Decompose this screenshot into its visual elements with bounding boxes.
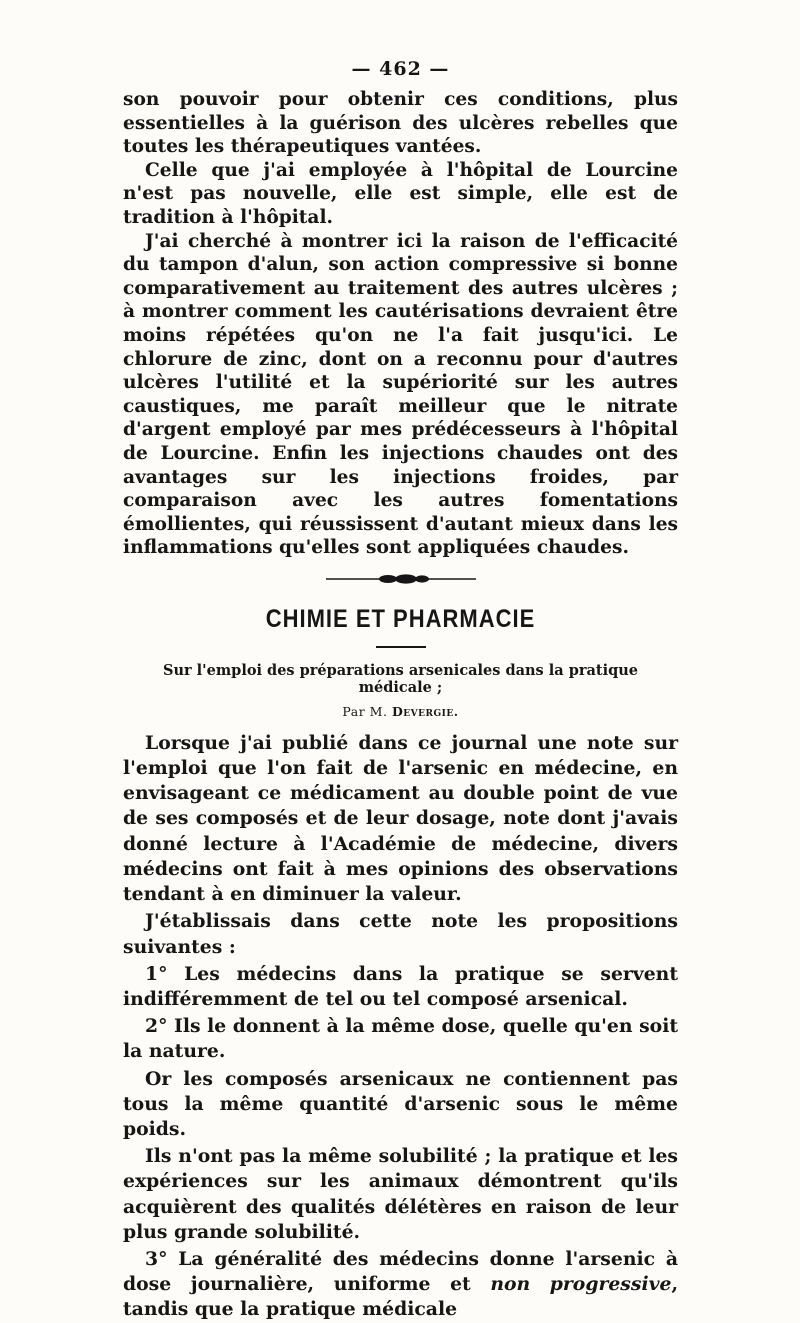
article-paragraph-5: Or les composés arsenicaux ne contiennent pas tous la même quantité d'arsenic sous le même poids. <box>123 1067 678 1140</box>
document-page <box>123 58 678 1323</box>
author-name: Devergie. <box>391 703 459 719</box>
intro-paragraph-3: J'ai cherché à montrer ici la raison de l'efficacité du tampon d'alun, son action compressive si bonne comparativement au traitement des autres ulcères ; à montrer comment les cautérisations devraient être moins répétées qu'on ne l'a fait jusqu'ici. Le chlorure de zinc, dont on a reconnu pour d'autres ulcères l'utilité et la supériorité sur les autres caustiques, me paraît meilleur que le nitrate d'argent employé par mes prédécesseurs à l'hôpital de Lourcine. Enfin les injections chaudes ont des avantages sur les injections froides, par comparaison avec les autres fomentations émollientes, qui réussissent d'autant mieux dans les inflammations qu'elles sont appliquées chaudes. <box>123 230 678 559</box>
ornament-divider <box>326 574 476 584</box>
section-title: CHIMIE ET PHARMACIE <box>265 604 536 633</box>
article-body <box>123 731 678 1323</box>
intro-paragraph-2: Celle que j'ai employée à l'hôpital de Lourcine n'est pas nouvelle, elle est simple, elle est de tradition à l'hôpital. <box>123 159 678 228</box>
paragraph-7-start: 3° La généralité des médecins donne l'arsenic à dose journalière, uniforme et <box>123 1247 678 1296</box>
byline <box>123 704 678 719</box>
article-paragraph-4: 2° Ils le donnent à la même dose, quelle qu'en soit la nature. <box>123 1015 678 1063</box>
article-title: Sur l'emploi des préparations arsenicales dans la pratique médicale ; <box>162 661 639 696</box>
article-paragraph-6: Ils n'ont pas la même solubilité ; la pratique et les expériences sur les animaux démontrent qu'ils acquièrent des qualités délétères en raison de leur plus grande solubilité. <box>123 1145 678 1243</box>
paragraph-7-end: , tandis que la pratique médicale <box>123 1273 678 1321</box>
byline-prefix: Par M. <box>342 703 388 719</box>
article-paragraph-1: Lorsque j'ai publié dans ce journal une note sur l'emploi que l'on fait de l'arsenic en médecine, en envisageant ce médicament au double point de vue de ses composés et de leur dosage, note dont j'avais donné lecture à l'Académie de médecine, divers médecins ont fait à mes opinions des observations tendant à en diminuer la valeur. <box>123 731 678 906</box>
page-number: — 462 — <box>351 58 450 80</box>
paragraph-7-italic: non progressive <box>490 1273 672 1296</box>
article-paragraph-3: 1° Les médecins dans la pratique se servent indifféremment de tel ou tel composé arsenical. <box>123 962 678 1010</box>
intro-paragraph-1: son pouvoir pour obtenir ces conditions, plus essentielles à la guérison des ulcères rebelles que toutes les thérapeutiques vantées. <box>123 89 678 158</box>
title-rule <box>376 646 426 648</box>
article-paragraph-7 <box>123 1247 678 1323</box>
article-paragraph-2: J'établissais dans cette note les propositions suivantes : <box>123 910 678 958</box>
